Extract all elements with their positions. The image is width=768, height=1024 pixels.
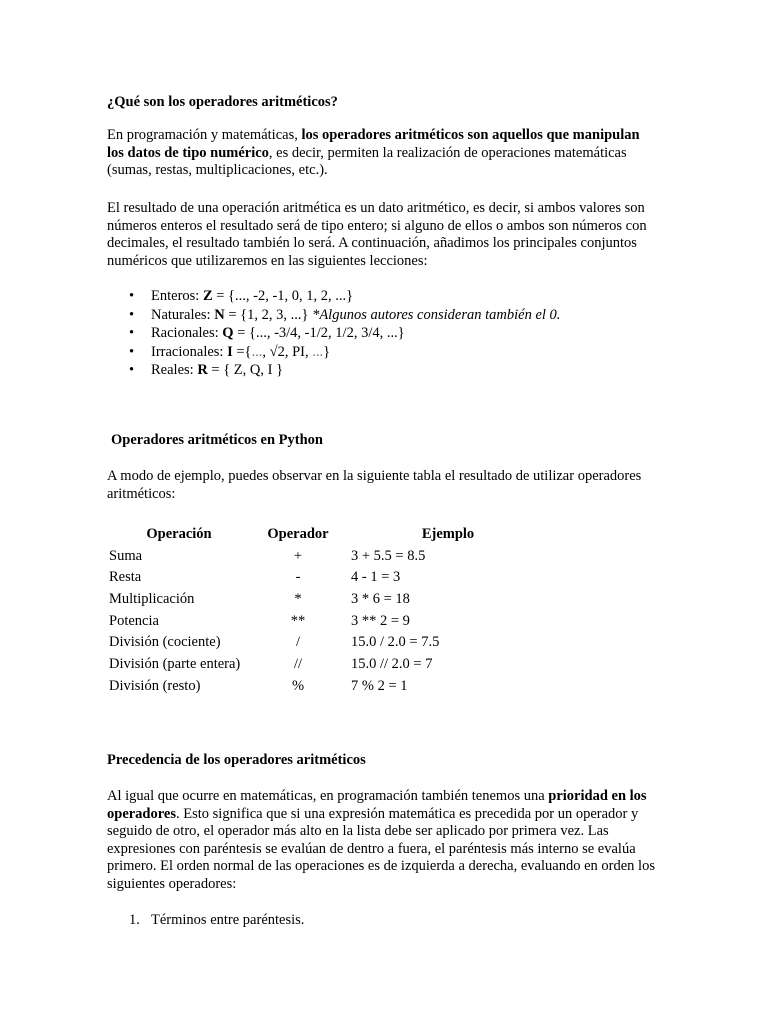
precedence-paragraph: Al igual que ocurre en matemáticas, en programación también tenemos una prioridad en los operadores. Esto significa que si una expresión matemática es precedida por un operador y seguido de otro, el operador más alto en la lista debe ser aplicado por primera vez. Las expresiones con paréntesis se evalúan de dentro a fuera, el paréntesis más interno se evalúa primero. El orden normal de las operaciones es de izquierda a derecha, evaluando en orden los siguientes operadores: bbox=[107, 788, 655, 892]
intro-text-pre: En programación y matemáticas, bbox=[107, 127, 302, 143]
list-item: • Naturales: N = {1, 2, 3, ...} *Algunos autores consideran también el 0. bbox=[129, 306, 561, 323]
bullet-icon: • bbox=[129, 343, 135, 360]
bullet-icon: • bbox=[129, 362, 135, 378]
section-heading-what-are-operators: ¿Qué son los operadores aritméticos? bbox=[107, 94, 338, 110]
list-item: • Reales: R = { Z, Q, I } bbox=[129, 362, 284, 378]
table-row: Resta - 4 - 1 = 3 bbox=[109, 569, 401, 586]
intro-text-post: , es decir, permiten la realización de operaciones matemáticas (sumas, restas, multiplicaciones, etc.). bbox=[107, 144, 627, 179]
table-intro-paragraph: A modo de ejemplo, puedes observar en la siguiente tabla el resultado de utilizar operadores aritméticos: bbox=[107, 468, 642, 502]
bullet-icon: • bbox=[129, 325, 135, 341]
table-header-row bbox=[109, 524, 523, 546]
column-header-operation: Operación bbox=[146, 526, 212, 543]
list-item: • Irracionales: I ={..., √2, PI, ...} bbox=[129, 343, 331, 360]
intro-paragraph bbox=[107, 127, 655, 180]
section-heading-precedence: Precedencia de los operadores aritméticos bbox=[107, 752, 366, 768]
column-header-operator: Operador bbox=[267, 526, 329, 543]
number-sets-list bbox=[107, 288, 560, 381]
list-item: 1. Términos entre paréntesis. bbox=[129, 912, 305, 928]
column-header-example: Ejemplo bbox=[421, 526, 475, 543]
list-item: • Enteros: Z = {..., -2, -1, 0, 1, 2, ...} bbox=[129, 288, 354, 304]
bullet-icon: • bbox=[129, 306, 135, 323]
table-row: División (parte entera) // 15.0 // 2.0 = 7 bbox=[109, 656, 433, 673]
table-row: Suma + 3 + 5.5 = 8.5 bbox=[109, 547, 426, 564]
naturals-note: *Algunos autores consideran también el 0. bbox=[312, 306, 561, 323]
intro-text-bold: los operadores aritméticos son aquellos que manipulan los datos de tipo numérico bbox=[107, 127, 640, 161]
bullet-icon: • bbox=[129, 288, 135, 304]
table-row: Potencia ** 3 ** 2 = 9 bbox=[109, 612, 410, 629]
operators-table bbox=[109, 524, 523, 698]
list-item: • Racionales: Q = {..., -3/4, -1/2, 1/2, 3/4, ...} bbox=[129, 325, 405, 341]
precedence-order-list bbox=[107, 912, 304, 930]
section-heading-python-operators: Operadores aritméticos en Python bbox=[111, 432, 323, 448]
table-row: División (resto) % 7 % 2 = 1 bbox=[109, 677, 408, 694]
table-row: División (cociente) / 15.0 / 2.0 = 7.5 bbox=[109, 634, 440, 651]
precedence-bold-text: prioridad en los operadores bbox=[107, 788, 647, 822]
result-paragraph: El resultado de una operación aritmética es un dato aritmético, es decir, si ambos valores son números enteros el resultado será de tipo entero; si alguno de ellos o ambos son números con decimales, el resultado también lo será. A continuación, añadimos los principales conjuntos numéricos que utilizaremos en las siguientes lecciones: bbox=[107, 200, 647, 269]
table-row: Multiplicación * 3 * 6 = 18 bbox=[109, 591, 410, 608]
